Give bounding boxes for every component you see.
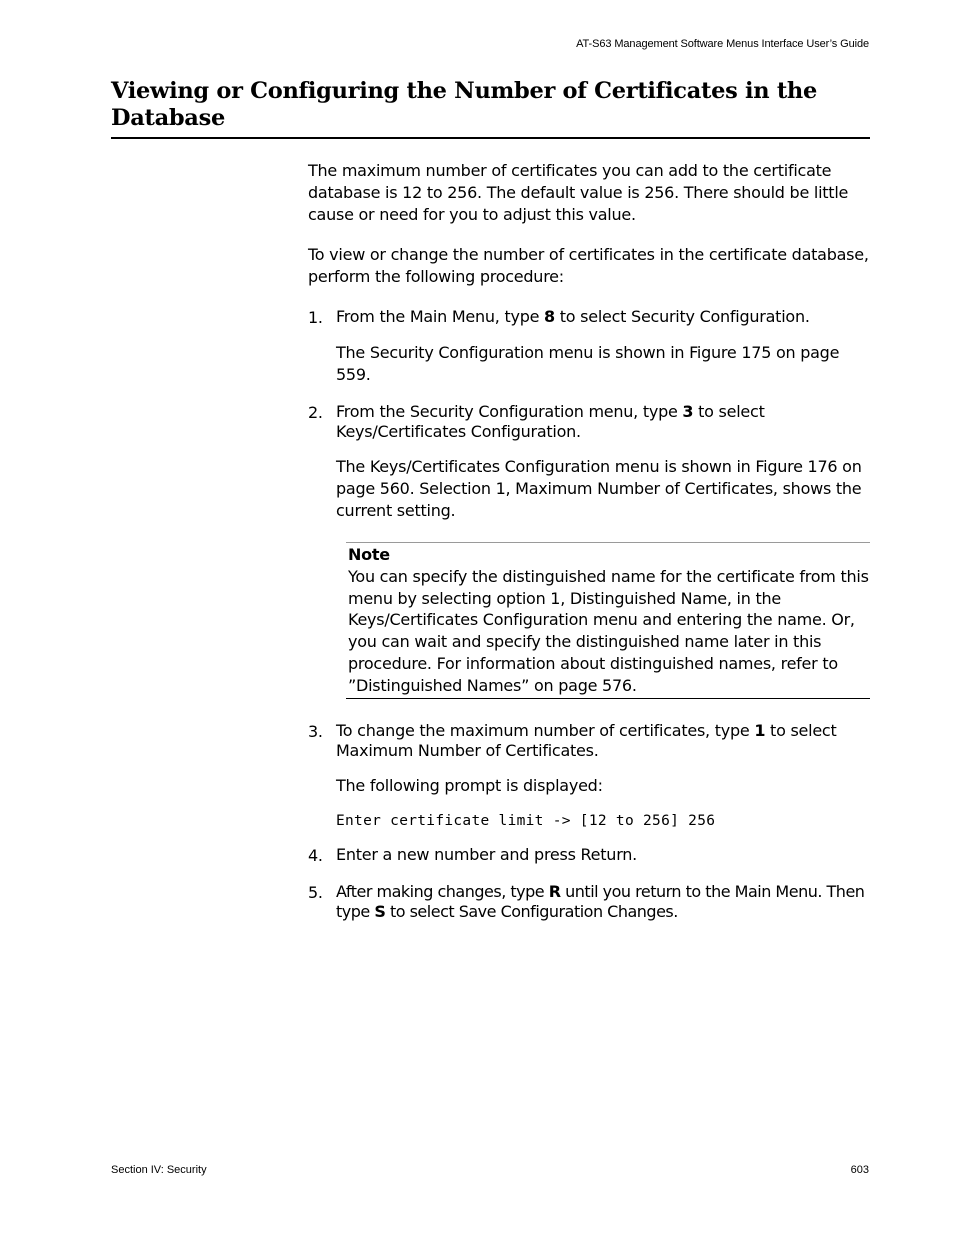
step-number: 5. — [308, 882, 323, 902]
intro-paragraph: To view or change the number of certificates in the certificate database, perform the following procedure: — [308, 245, 869, 286]
step-result: The Security Configuration menu is shown in Figure 175 on page 559. — [336, 343, 840, 384]
page-number: 603 — [850, 1164, 869, 1176]
step-text: After making changes, type R until you return to the Main Menu. Then type S to select Save Configuration Changes. — [336, 881, 865, 921]
step-number: 4. — [308, 845, 323, 865]
step-text: To change the maximum number of certificates, type 1 to select Maximum Number of Certificates. — [336, 720, 837, 760]
body-text — [308, 160, 870, 922]
note-title: Note — [348, 545, 390, 564]
step-result: The following prompt is displayed: — [336, 775, 603, 795]
step-text: Enter a new number and press Return. — [336, 844, 637, 864]
key-text: 1 — [754, 720, 766, 740]
step-number: 3. — [308, 721, 323, 741]
step-item — [308, 721, 870, 761]
key-text: 3 — [682, 402, 694, 421]
step-item — [308, 307, 870, 329]
note-box — [346, 542, 870, 699]
code-prompt: Enter certificate limit -> [12 to 256] 256 — [336, 812, 716, 829]
key-text: S — [374, 901, 386, 921]
step-result: The Keys/Certificates Configuration menu is shown in Figure 176 on page 560. Selection 1, Maximum Number of Certificates, shows the current setting. — [336, 457, 862, 520]
key-text: R — [548, 881, 561, 901]
step-item — [308, 845, 870, 867]
step-item — [308, 402, 870, 442]
step-number: 2. — [308, 403, 323, 422]
step-text: From the Security Configuration menu, type 3 to select Keys/Certificates Configuration. — [336, 402, 765, 441]
step-item — [308, 882, 870, 922]
section-title: Viewing or Configuring the Number of Certificates in the Database — [111, 78, 818, 131]
intro-paragraph: The maximum number of certificates you can add to the certificate database is 12 to 256. The default value is 256. There should be little cause or need for you to adjust this value. — [308, 161, 849, 224]
running-header: AT-S63 Management Software Menus Interface User’s Guide — [576, 38, 869, 50]
footer-section: Section IV: Security — [111, 1164, 207, 1176]
key-text: 8 — [544, 307, 555, 326]
title-rule — [111, 137, 870, 139]
step-text: From the Main Menu, type 8 to select Security Configuration. — [336, 307, 810, 326]
note-text: You can specify the distinguished name for the certificate from this menu by selecting option 1, Distinguished Name, in the Keys/Certificates Configuration menu and entering the name. Or, you can wait and specify the distinguished name later in this procedure. For information about distinguished names, refer to ”Distinguished Names” on page 576. — [348, 566, 869, 695]
step-number: 1. — [308, 308, 323, 327]
